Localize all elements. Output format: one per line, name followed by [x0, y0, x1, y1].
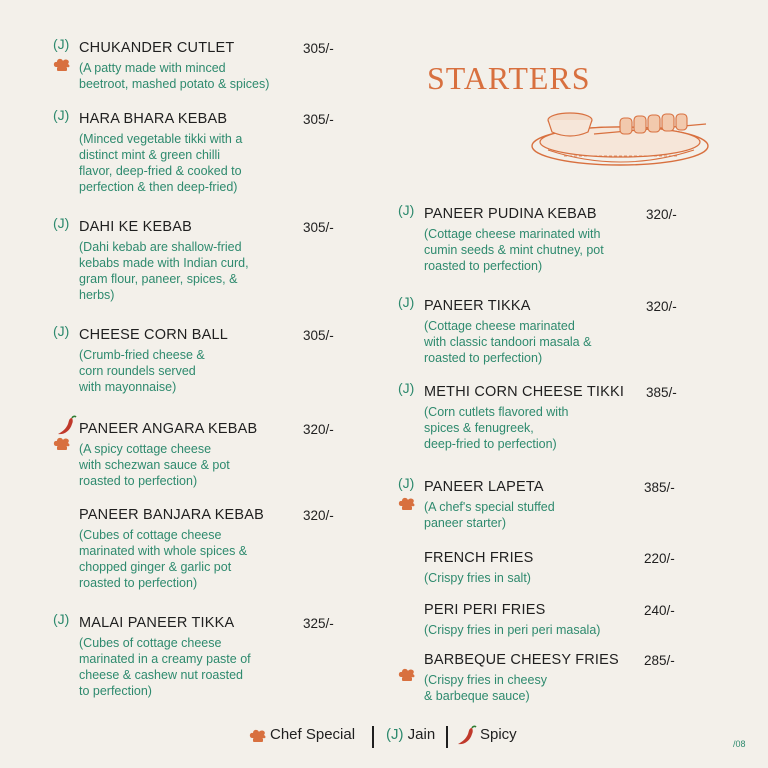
legend-chef — [270, 726, 355, 750]
item-description: (Crispy fries in cheesy & barbeque sauce) — [424, 673, 547, 703]
item-name: PANEER PUDINA KEBAB — [424, 206, 597, 222]
item-price: 240/- — [644, 603, 675, 618]
chili-pepper-icon — [455, 724, 477, 748]
menu-item — [398, 202, 718, 296]
item-description: (Cottage cheese marinated with classic tandoori masala & roasted to perfection) — [424, 319, 592, 365]
page-number: /08 — [733, 739, 746, 749]
item-description: (A chef's special stuffed paneer starter) — [424, 500, 555, 530]
legend-divider — [372, 726, 374, 748]
kebab-platter-illustration — [528, 104, 716, 170]
item-price: 320/- — [646, 299, 677, 314]
chili-pepper-icon — [55, 415, 77, 437]
item-description: (Crispy fries in peri peri masala) — [424, 623, 601, 637]
item-name: CHUKANDER CUTLET — [79, 40, 235, 56]
item-name: HARA BHARA KEBAB — [79, 111, 228, 127]
jain-marker: (J) — [398, 294, 415, 310]
item-name: FRENCH FRIES — [424, 550, 534, 566]
item-name: PANEER LAPETA — [424, 479, 544, 495]
chef-hat-icon — [398, 497, 416, 511]
menu-item — [53, 215, 373, 309]
jain-marker: (J) — [53, 323, 70, 339]
item-description: (Crispy fries in salt) — [424, 571, 531, 585]
item-name: DAHI KE KEBAB — [79, 219, 192, 235]
item-price: 305/- — [303, 328, 334, 343]
jain-marker: (J) — [53, 611, 70, 627]
menu-item — [53, 107, 373, 201]
item-price: 220/- — [644, 551, 675, 566]
item-description: (Minced vegetable tikki with a distinct mint & green chilli flavor, deep-fried & cooked to perfection & then deep-fried) — [79, 132, 243, 194]
item-description: (Cottage cheese marinated with cumin seeds & mint chutney, pot roasted to perfection) — [424, 227, 604, 273]
jain-marker: (J) — [53, 107, 70, 123]
menu-item — [53, 611, 373, 705]
item-price: 385/- — [644, 480, 675, 495]
legend-chef-label: Chef Special — [270, 726, 356, 743]
legend-jain — [386, 726, 435, 750]
item-name: PANEER ANGARA KEBAB — [79, 421, 258, 437]
menu-item — [53, 507, 373, 597]
legend-divider — [446, 726, 448, 748]
legend-jain-label: Jain — [407, 726, 436, 743]
jain-marker: (J) — [53, 36, 70, 52]
item-price: 305/- — [303, 220, 334, 235]
jain-marker: (J) — [53, 215, 70, 231]
item-description: (A patty made with minced beetroot, mashed potato & spices) — [79, 61, 270, 91]
item-name: MALAI PANEER TIKKA — [79, 615, 235, 631]
menu-item — [398, 294, 718, 388]
legend-jain-symbol: (J) — [386, 726, 404, 743]
menu-title: STARTERS — [427, 60, 591, 96]
chef-hat-icon — [53, 437, 71, 451]
jain-marker: (J) — [398, 202, 415, 218]
item-name: PANEER BANJARA KEBAB — [79, 507, 265, 523]
item-description: (Cubes of cottage cheese marinated in a creamy paste of cheese & cashew nut roasted to perfection) — [79, 636, 251, 698]
item-price: 320/- — [646, 207, 677, 222]
item-price: 305/- — [303, 41, 334, 56]
item-name: PANEER TIKKA — [424, 298, 531, 314]
legend-spicy-label: Spicy — [480, 726, 517, 743]
item-price: 320/- — [303, 508, 334, 523]
item-price: 320/- — [303, 422, 334, 437]
item-price: 385/- — [646, 385, 677, 400]
item-description: (Crumb-fried cheese & corn roundels served with mayonnaise) — [79, 348, 205, 394]
menu-item — [53, 323, 373, 417]
item-description: (Dahi kebab are shallow-fried kebabs made with Indian curd, gram flour, paneer, spices, & herbs) — [79, 240, 249, 302]
item-name: BARBEQUE CHEESY FRIES — [424, 652, 619, 668]
item-description: (Corn cutlets flavored with spices & fenugreek, deep-fried to perfection) — [424, 405, 569, 451]
item-price: 305/- — [303, 112, 334, 127]
chef-hat-icon — [398, 668, 416, 682]
legend-spicy — [480, 726, 517, 750]
item-name: CHEESE CORN BALL — [79, 327, 229, 343]
item-price: 325/- — [303, 616, 334, 631]
item-name: PERI PERI FRIES — [424, 602, 546, 618]
item-name: METHI CORN CHEESE TIKKI — [424, 384, 625, 400]
menu-item — [398, 380, 718, 474]
jain-marker: (J) — [398, 380, 415, 396]
chef-hat-icon — [249, 729, 267, 743]
jain-marker: (J) — [398, 475, 415, 491]
item-description: (A spicy cottage cheese with schezwan sauce & pot roasted to perfection) — [79, 442, 230, 488]
chef-hat-icon — [53, 58, 71, 72]
item-price: 285/- — [644, 653, 675, 668]
item-description: (Cubes of cottage cheese marinated with whole spices & chopped ginger & garlic pot roasted to perfection) — [79, 528, 248, 590]
menu-item — [53, 421, 373, 511]
